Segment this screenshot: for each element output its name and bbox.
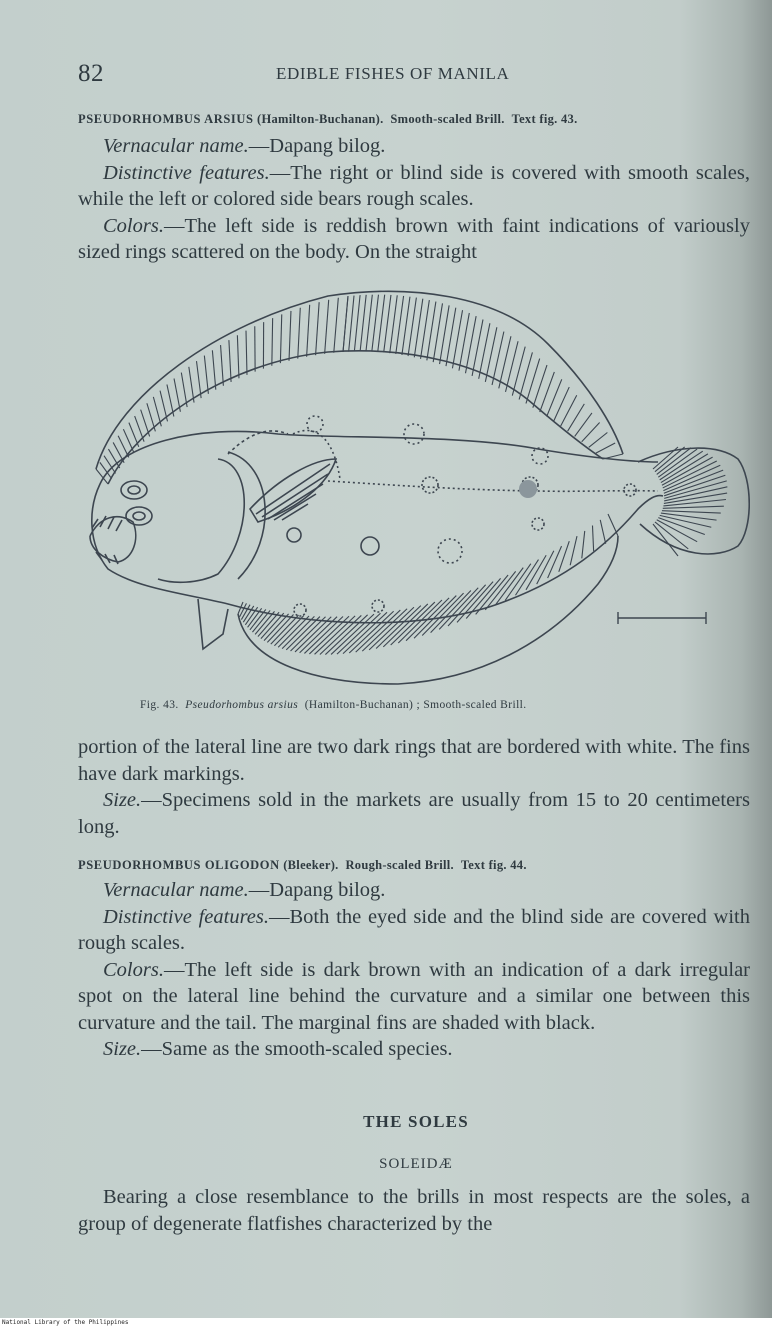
scale-bar (618, 612, 706, 624)
fin-ray (291, 617, 326, 651)
species1-body-top (78, 133, 750, 266)
fin-ray (448, 585, 486, 626)
library-credit-strip (0, 1318, 772, 1328)
fin-ray (307, 305, 310, 357)
size-text: —Specimens sold in the markets are usually from 15 to 20 centimeters long. (78, 789, 750, 838)
species-name: PSEUDORHOMBUS ARSIUS (78, 112, 254, 126)
fin-ray (189, 367, 194, 403)
fin-ray (240, 603, 247, 616)
library-credit: National Library of the Philippines (2, 1319, 129, 1326)
fin-ray (252, 610, 270, 632)
fin-ray (512, 347, 525, 396)
fin-ray (547, 379, 562, 416)
brill-drawing (78, 284, 750, 694)
running-title: EDIBLE FISHES OF MANILA (276, 64, 510, 83)
fin-ray (608, 514, 618, 536)
anal-fin-outline (238, 536, 618, 684)
fin-ray (663, 506, 724, 508)
fin-ray (372, 295, 379, 352)
fin-ray (295, 617, 331, 652)
distinctive-label: Distinctive features. (103, 161, 270, 184)
fin-ray (167, 385, 174, 417)
fin-ray (267, 615, 293, 643)
fin-ray (548, 546, 562, 578)
species-heading-arsius (78, 112, 750, 127)
size-label: Size. (103, 789, 142, 811)
lateral-line (328, 481, 658, 491)
fin-ray (600, 520, 605, 544)
fin-ray (402, 297, 410, 355)
vernacular-text: —Dapang bilog. (248, 135, 386, 157)
fin-ray (237, 335, 239, 378)
distinctive-text: —The right or blind side is covered with smooth scales, while the left or colored side bears rough scales. (78, 161, 750, 210)
distinctive-label: Distinctive features. (103, 905, 269, 928)
fin-ray (147, 403, 155, 431)
fin-ray (662, 511, 721, 513)
caudal-fin-rays (653, 447, 727, 556)
fin-ray (331, 614, 374, 654)
fin-ray (343, 612, 387, 653)
vernacular-label: Vernacular name. (103, 135, 249, 157)
fin-ray (334, 298, 339, 353)
fin-ray (349, 611, 393, 653)
fin-ray (264, 614, 289, 641)
colors-text: —The left side is dark brown with an indication of a dark irregular spot on the lateral line behind the curvature and a similar one between this curvature and the tail. The marginal fins are shaded with black. (78, 958, 750, 1034)
fin-ray (241, 605, 250, 620)
figure-caption (140, 699, 740, 711)
fin-ray (343, 296, 348, 352)
fin-ray (457, 582, 493, 623)
fin-ray (349, 296, 354, 352)
fin-ray (141, 410, 150, 437)
fin-ray (378, 295, 385, 352)
fin-ray (204, 356, 208, 394)
fin-ray (316, 302, 320, 355)
fin-ray (289, 311, 291, 361)
fin-ray (519, 352, 532, 399)
distinctive-text: —Both the eyed side and the blind side are covered with rough scales. (78, 905, 750, 954)
body-outline (92, 431, 663, 622)
colors-label: Colors. (103, 214, 164, 237)
anal-fin-rays (238, 514, 618, 655)
fin-ray (439, 588, 478, 630)
figure-species: Pseudorhombus arsius (185, 699, 299, 711)
fin-ray (526, 359, 540, 404)
fin-ray (384, 295, 391, 353)
dorsal-fin-base (108, 351, 603, 484)
species-heading-oligodon (78, 858, 750, 873)
fin-ray (589, 432, 608, 447)
species-authority: (Bleeker). (283, 858, 339, 872)
fin-ray (533, 365, 547, 408)
species1-body-bottom (78, 734, 750, 840)
fish-illustration (78, 284, 750, 694)
figure-caption-rest: (Hamilton-Buchanan) ; Smooth-scaled Brill. (304, 699, 527, 711)
fin-ray (160, 391, 167, 422)
distinctive-paragraph (78, 160, 750, 213)
page-number: 82 (78, 60, 104, 87)
fin-ray (360, 295, 366, 351)
fin-ray (559, 541, 569, 572)
species-name: PSEUDORHOMBUS OLIGODON (78, 858, 280, 872)
mouth (90, 517, 136, 562)
fin-ray (250, 609, 266, 629)
fin-ray (325, 300, 329, 354)
fin-ray (408, 298, 416, 356)
fin-ray (366, 295, 372, 352)
fin-ray (153, 397, 161, 426)
family-name: SOLEIDÆ (379, 1156, 453, 1172)
fin-ray (304, 617, 343, 654)
fin-ray (592, 525, 593, 551)
vernacular-label: Vernacular name. (103, 879, 249, 901)
fin-ray (396, 296, 404, 354)
body-ring (404, 424, 424, 444)
colors-text: —The left side is reddish brown with faint indications of variously sized rings scattered on the body. On the straight (78, 214, 750, 263)
colors-continued: portion of the lateral line are two dark rings that are bordered with white. The fins have dark markings. (78, 736, 750, 785)
distinctive-paragraph (78, 904, 750, 957)
species-figure-ref: Text fig. 43. (511, 112, 578, 126)
fin-ray (540, 372, 555, 412)
fin-ray (181, 373, 187, 408)
section-title: THE SOLES (363, 1112, 469, 1131)
fin-ray (506, 341, 519, 392)
dorsal-fin-outline (96, 291, 623, 469)
fin-ray (431, 590, 471, 632)
fin-ray (129, 423, 139, 447)
fin-ray (280, 314, 281, 363)
size-label: Size. (103, 1038, 142, 1060)
fin-ray (466, 578, 500, 618)
vernacular-text: —Dapang bilog. (248, 879, 386, 901)
gill-cover-inner (228, 452, 265, 579)
species-common-name: Smooth-scaled Brill. (390, 112, 505, 126)
gill-cover (158, 459, 244, 582)
figure-label: Fig. 43. (140, 699, 179, 711)
dorsal-fin-rays (96, 295, 623, 484)
fin-ray (229, 340, 231, 382)
fin-ray (390, 295, 398, 353)
fin-ray (271, 615, 299, 644)
colors-paragraph (78, 957, 750, 1037)
fin-ray (174, 378, 180, 411)
colors-paragraph (78, 213, 750, 266)
lower-eye (126, 507, 152, 525)
fin-ray (582, 531, 585, 558)
colors-label: Colors. (103, 958, 164, 981)
fin-ray (221, 345, 224, 386)
soles-intro-paragraph: Bearing a close resemblance to the brills in most respects are the soles, a group of degenerate flatfishes characterized by the (78, 1186, 750, 1235)
fin-ray (582, 422, 600, 441)
species2-body (78, 877, 750, 1063)
fin-ray (246, 331, 247, 375)
fin-ray (272, 318, 273, 366)
vernacular-paragraph (78, 133, 750, 160)
fin-ray (664, 493, 727, 503)
size-paragraph (78, 1036, 750, 1063)
fin-ray (135, 416, 144, 442)
species-authority: (Hamilton-Buchanan). (257, 112, 384, 126)
fin-ray (596, 443, 615, 453)
fin-ray (300, 617, 337, 653)
fin-ray (337, 613, 381, 654)
fin-ray (570, 536, 577, 565)
fin-ray (212, 350, 215, 389)
fin-ray (354, 295, 360, 351)
upper-eye (121, 481, 147, 499)
fin-ray (298, 308, 301, 359)
species-common-name: Rough-scaled Brill. (345, 858, 454, 872)
fin-ray (661, 513, 717, 520)
vernacular-paragraph (78, 877, 750, 904)
size-paragraph (78, 787, 750, 840)
caudal-fin (638, 448, 749, 554)
fin-ray (663, 500, 726, 506)
soles-intro (78, 1184, 750, 1237)
fin-ray (197, 361, 202, 398)
fin-ray (603, 454, 623, 459)
size-text: —Same as the smooth-scaled species. (141, 1038, 453, 1060)
species-figure-ref: Text fig. 44. (460, 858, 527, 872)
pelvic-fin (198, 599, 228, 649)
fin-ray (505, 564, 531, 601)
fin-ray (515, 560, 538, 596)
fin-ray (255, 611, 274, 634)
